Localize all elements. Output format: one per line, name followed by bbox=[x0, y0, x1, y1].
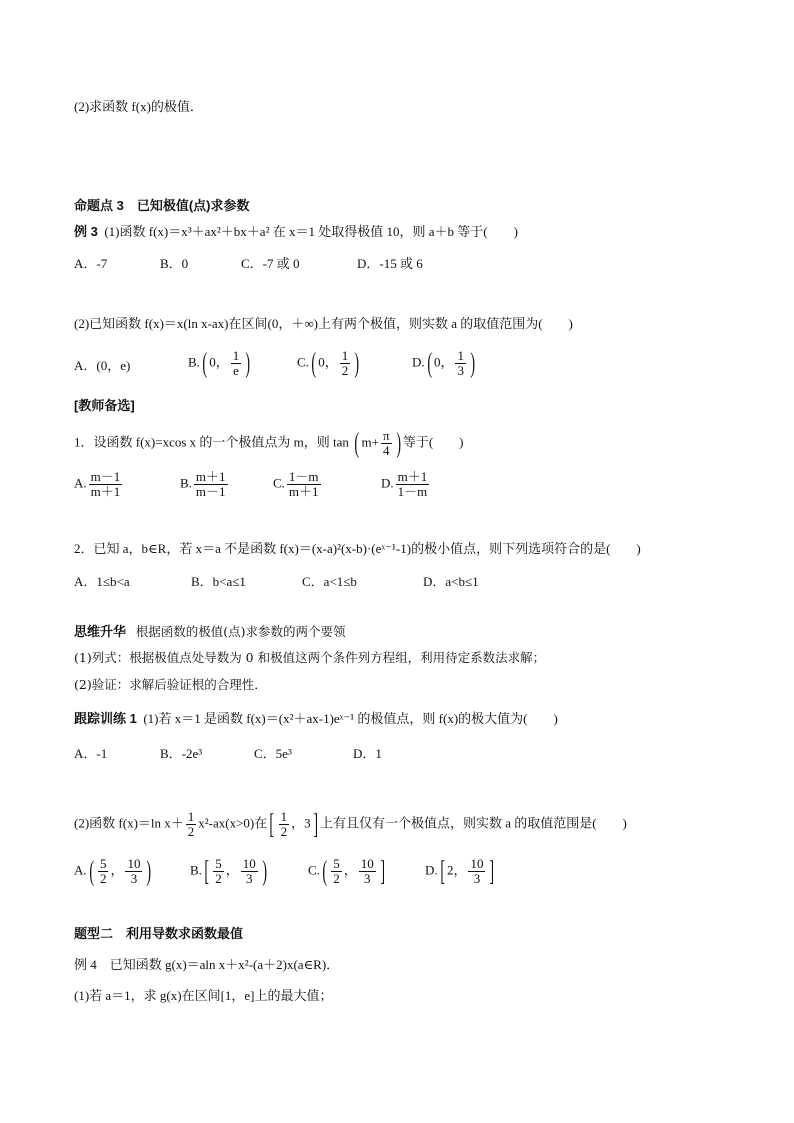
tracking-1-part-2: (2)函数 f(x)＝ln x＋ $\frac{1}{2}$ x²-ax(x>0)在[ $\frac{1}{2}$ ，3] 上有且仅有一个极值点，则实数 a 的取值范围是( ) bbox=[74, 808, 627, 840]
teacher-backup-heading: [教师备选] bbox=[74, 398, 135, 413]
example-4-part-1: (1)若 a＝1，求 g(x)在区间[1，e]上的最大值； bbox=[74, 988, 333, 1003]
ex3-p1-option-d: D．-15 或 6 bbox=[357, 256, 423, 271]
example-4: 例 4 已知函数 g(x)＝aln x＋x²-(a＋2)x(a∈R)． bbox=[74, 957, 340, 972]
example-3-part-1 bbox=[74, 222, 518, 242]
teacher-question-2: 2．已知 a，b∈R，若 x＝a 不是函数 f(x)＝(x-a)²(x-b)·(eˣ⁻¹-1)的极小值点，则下列选项符合的是( ) bbox=[74, 541, 641, 556]
example-3-label: 例 3 bbox=[74, 224, 98, 239]
topic-3-heading: 命题点 3 已知极值(点)求参数 bbox=[74, 198, 250, 213]
track1-option-b: B．-2e³ bbox=[160, 746, 203, 761]
tracking-1-part-1: 跟踪训练 1 (1)若 x＝1 是函数 f(x)＝(x²＋ax-1)eˣ⁻¹ 的极值点，则 f(x)的极大值为( ) bbox=[74, 711, 558, 726]
example-3-part-2: (2)已知函数 f(x)＝x(ln x-ax)在区间(0，＋∞)上有两个极值，则实数 a 的取值范围为( ) bbox=[74, 316, 573, 331]
ex3-p2-option-c: C.( 0， $\frac{1}{2}$ ) bbox=[297, 347, 360, 379]
example-3-part-1-text: (1)函数 f(x)＝x³＋ax²＋bx＋a² 在 x＝1 处取得极值 10，则 a＋b 等于( ) bbox=[104, 224, 518, 239]
ex3-p2-option-b: B.( 0， $\frac{1}{e}$ ) bbox=[188, 347, 251, 379]
track1-p2-option-c: C.( $\frac{5}{2}$ ， $\frac{10}{3}$ ] bbox=[308, 855, 385, 887]
teacher-question-1: 1．设函数 f(x)=xcos x 的一个极值点为 m，则 tan ( m+ $\frac{\pi}{4}$ ) 等于( ) bbox=[74, 427, 464, 459]
track1-p2-option-b: B.[ $\frac{5}{2}$ ， $\frac{10}{3}$ ) bbox=[190, 855, 267, 887]
summary-line-1: (1)列式：根据极值点处导数为 0 和极值这两个条件列方程组，利用待定系数法求解； bbox=[74, 650, 546, 665]
ex3-p1-option-a: A．-7 bbox=[74, 256, 108, 271]
teacher-q1-option-c: C. $\frac{1-m}{m+1}$ bbox=[273, 469, 319, 499]
track1-option-a: A．-1 bbox=[74, 746, 108, 761]
track1-option-d: D．1 bbox=[353, 746, 382, 761]
summary-title: 思维升华 bbox=[74, 624, 127, 639]
ex3-p1-option-b: B．0 bbox=[160, 256, 189, 271]
type-2-heading: 题型二 利用导数求函数最值 bbox=[74, 926, 244, 941]
teacher-q1-option-b: B. $\frac{m+1}{m-1}$ bbox=[180, 469, 226, 499]
ex3-p2-option-d: D.( 0， $\frac{1}{3}$ ) bbox=[412, 347, 475, 379]
track1-p2-option-d: D.[ 2， $\frac{10}{3}$ ] bbox=[425, 855, 495, 887]
track1-option-c: C．5e³ bbox=[254, 746, 292, 761]
tracking-1-label: 跟踪训练 1 bbox=[74, 711, 137, 726]
teacher-q2-option-a: A．1≤b<a bbox=[74, 574, 130, 589]
ex3-p2-option-a: A．(0，e) bbox=[74, 358, 131, 373]
teacher-q2-option-d: D．a<b≤1 bbox=[423, 574, 479, 589]
question-part-2: (2)求函数 f(x)的极值． bbox=[74, 99, 203, 114]
summary-heading bbox=[74, 622, 346, 642]
summary-subtitle: 根据函数的极值(点)求参数的两个要领 bbox=[135, 624, 346, 639]
teacher-q2-option-b: B．b<a≤1 bbox=[191, 574, 246, 589]
teacher-q2-option-c: C．a<1≤b bbox=[302, 574, 357, 589]
ex3-p1-option-c: C．-7 或 0 bbox=[241, 256, 300, 271]
teacher-q1-option-a: A. $\frac{m-1}{m+1}$ bbox=[74, 469, 121, 499]
teacher-q1-option-d: D. $\frac{m+1}{1-m}$ bbox=[381, 469, 428, 499]
summary-line-2: (2)验证：求解后验证根的合理性． bbox=[74, 677, 267, 692]
track1-p2-option-a: A.( $\frac{5}{2}$ ， $\frac{10}{3}$ ) bbox=[74, 855, 152, 887]
